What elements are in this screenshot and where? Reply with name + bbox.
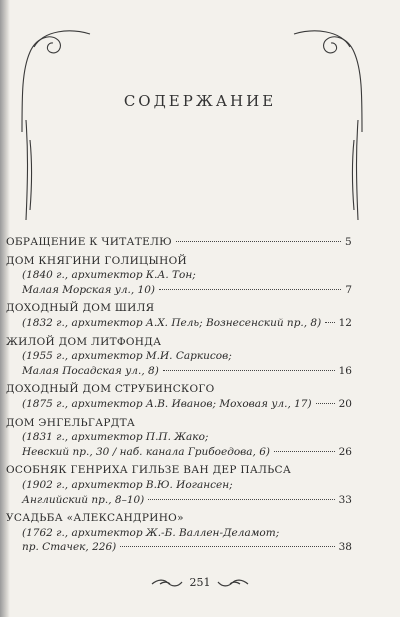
table-of-contents (6, 235, 352, 559)
toc-entry-detail: (1840 г., архитектор К.А. Тон; (22, 269, 196, 282)
leader-dots (325, 321, 334, 323)
leader-dots (163, 369, 335, 371)
toc-entry-title: ЖИЛОЙ ДОМ ЛИТФОНДА (6, 335, 162, 348)
toc-entry[interactable] (6, 235, 352, 250)
toc-entry-title: ОСОБНЯК ГЕНРИХА ГИЛЬЗЕ ВАН ДЕР ПАЛЬСА (6, 464, 292, 477)
toc-entry[interactable] (6, 382, 352, 411)
toc-entry-detail: (1831 г., архитектор П.П. Жако; (22, 431, 209, 444)
toc-page-number: 16 (338, 364, 352, 377)
toc-page-number: 26 (338, 445, 352, 458)
page-title: СОДЕРЖАНИЕ (123, 92, 277, 110)
toc-page-number: 33 (338, 493, 352, 506)
leader-dots (316, 402, 335, 404)
toc-entry[interactable] (6, 511, 352, 555)
leader-dots (176, 240, 341, 242)
toc-entry-detail: Невский пр., 30 / наб. канала Грибоедова, 6) (22, 445, 270, 458)
toc-entry-detail: пр. Стачек, 226) (22, 541, 117, 554)
toc-entry-title: УСАДЬБА «АЛЕКСАНДРИНО» (6, 512, 184, 525)
toc-entry-title: ДОХОДНЫЙ ДОМ СТРУБИНСКОГО (6, 383, 215, 396)
toc-entry-detail: Малая Морская ул., 10) (22, 283, 155, 296)
toc-entry[interactable] (6, 301, 352, 330)
flourish-right-icon (216, 578, 250, 590)
toc-page-number: 20 (338, 397, 352, 410)
leader-dots (159, 288, 341, 290)
toc-entry[interactable] (6, 416, 352, 460)
leader-dots (120, 545, 334, 547)
decorative-frame-ornament (0, 0, 400, 230)
leader-dots (148, 498, 334, 500)
leader-dots (274, 450, 335, 452)
toc-page-number: 5 (345, 236, 352, 248)
toc-entry-detail: (1762 г., архитектор Ж.-Б. Валлен-Деламот; (22, 526, 280, 539)
toc-entry-title: ДОМ ЭНГЕЛЬГАРДТА (6, 416, 136, 429)
toc-entry-detail: (1875 г., архитектор А.В. Иванов; Моховая ул., 17) (22, 397, 312, 410)
toc-page-number: 7 (345, 283, 352, 296)
toc-entry[interactable] (6, 335, 352, 379)
toc-entry-detail: Малая Посадская ул., 8) (22, 364, 159, 377)
toc-entry-detail: Английский пр., 8–10) (22, 493, 145, 506)
toc-entry-title: ДОХОДНЫЙ ДОМ ШИЛЯ (6, 302, 155, 315)
toc-entry-title: ОБРАЩЕНИЕ К ЧИТАТЕЛЮ (6, 236, 172, 248)
toc-entry[interactable] (6, 463, 352, 507)
toc-entry-detail: (1955 г., архитектор М.И. Саркисов; (22, 350, 232, 363)
toc-entry-detail: (1902 г., архитектор В.Ю. Иогансен; (22, 478, 233, 491)
toc-entry[interactable] (6, 254, 352, 298)
toc-entry-detail: (1832 г., архитектор А.Х. Пель; Вознесенский пр., 8) (22, 316, 322, 329)
toc-entry-title: ДОМ КНЯГИНИ ГОЛИЦЫНОЙ (6, 254, 187, 267)
toc-page-number: 38 (338, 541, 352, 554)
toc-page-number: 12 (338, 316, 352, 329)
page-number: 251 (189, 576, 211, 589)
